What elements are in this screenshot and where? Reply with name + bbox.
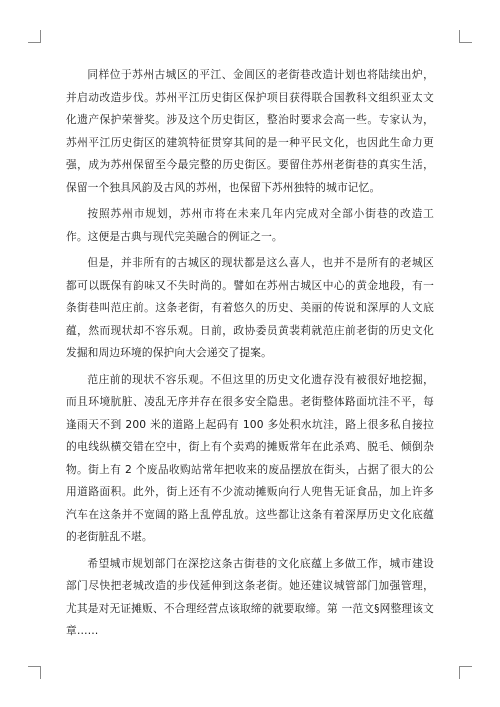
crop-mark-top-left: [28, 30, 41, 43]
paragraph-5: 希望城市规划部门在深挖这条古街巷的文化底蕴上多做工作，城市建设部门尽快把老城改造的步伐延伸到这条老街。她还建议城管部门加强管理，尤其是对无证摊贩、不合理经营点该取缔的就要取缔。第 一范文§网整理该文章……: [66, 556, 434, 637]
crop-mark-bottom-left: [28, 666, 41, 679]
paragraph-2: 按照苏州市规划，苏州市将在未来几年内完成对全部小街巷的改造工作。这便是古典与现代完美融合的例证之一。: [66, 207, 434, 243]
paragraph-1: 同样位于苏州古城区的平江、金阊区的老街巷改造计划也将陆续出炉，并启动改造步伐。苏州平江历史街区保护项目获得联合国教科文组织亚太文化遗产保护荣誉奖。涉及这个历史街区，整治时要求会高一些。专家认为，苏州平江历史街区的建筑特征贯穿其间的是一种平民文化，也因此生命力更强，成为苏州保留至今最完整的历史街区。要留住苏州老街巷的真实生活，保留一个独具风韵及古风的苏州，也保留下苏州独特的城市记忆。: [66, 68, 434, 194]
document-body: [66, 64, 434, 643]
crop-mark-bottom-right: [459, 666, 472, 679]
crop-mark-top-right: [459, 30, 472, 43]
paragraph-4: 范庄前的现状不容乐观。不但这里的历史文化遗存没有被很好地挖掘，而且环境肮脏、凌乱无序并存在很多安全隐患。老街整体路面坑洼不平，每逢雨天不到 200 米的道路上起码有 100 多处积水坑洼，路上很多私自接拉的电线纵横交错在空中，街上有个卖鸡的摊贩常年在此杀鸡、脱毛、倾倒杂物。街上有 2 个废品收购站常年把收来的废品摆放在街头，占据了很大的公用道路面积。此外，街上还有不少流动摊贩向行人兜售无证食品，加上许多汽车在这条并不宽阔的路上乱停乱放。这些都让这条有着深厚历史文化底蕴的老街脏乱不堪。: [66, 372, 434, 543]
paragraph-3: 但是，并非所有的古城区的现状都是这么喜人，也并不是所有的老城区都可以既保有韵味又不失时尚的。譬如在苏州古城区中心的黄金地段，有一条街巷叫范庄前。这条老街，有着悠久的历史、美丽的传说和深厚的人文底蕴，然而现状却不容乐观。日前，政协委员黄裴莉就范庄前老街的历史文化发掘和周边环境的保护向大会递交了提案。: [66, 256, 434, 359]
